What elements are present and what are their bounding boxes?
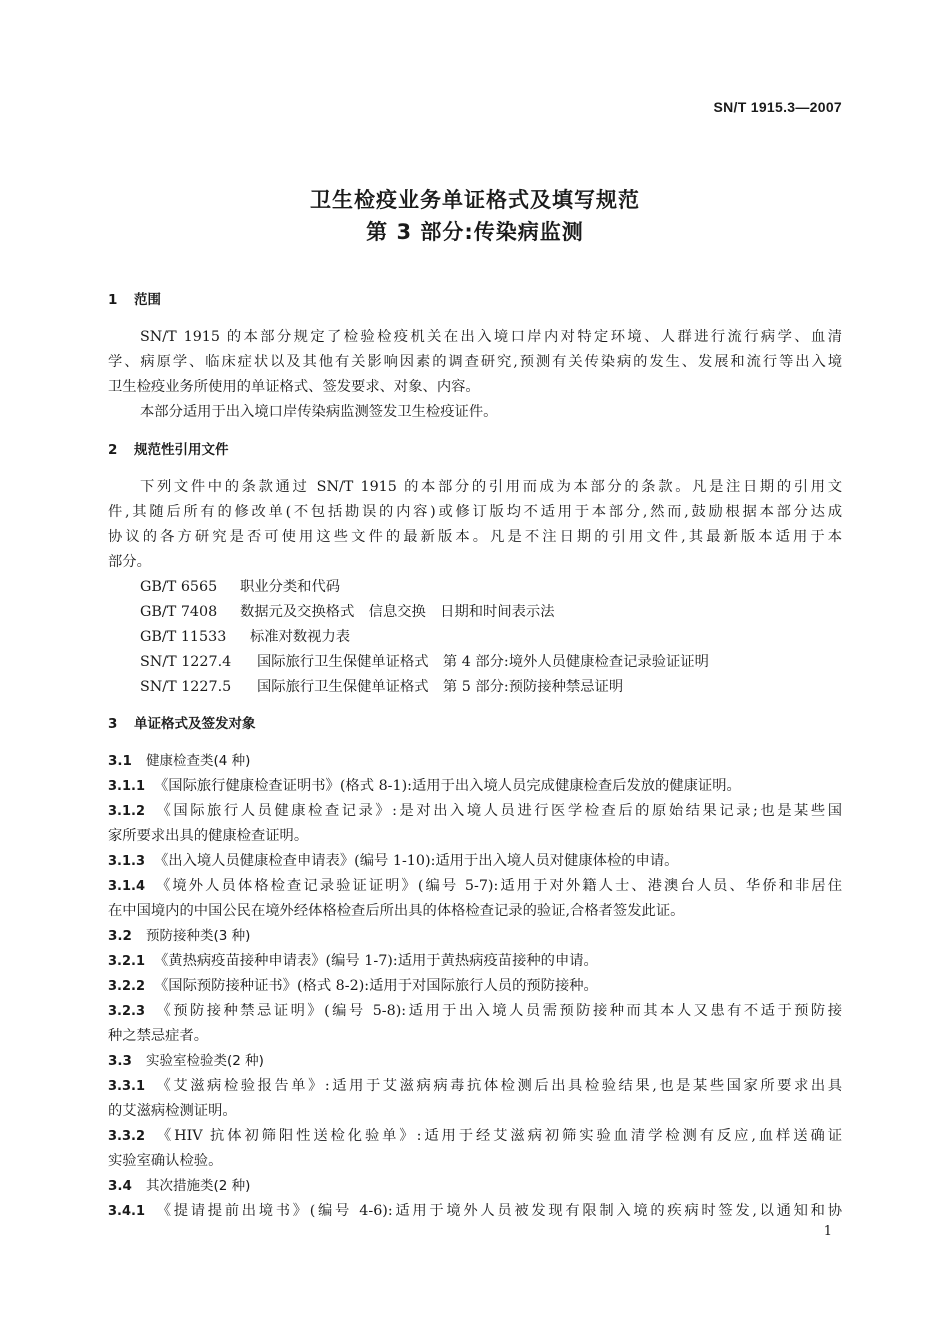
clause-number: 3.1.1 xyxy=(108,779,146,794)
paragraph-line: 卫生检疫业务所使用的单证格式、签发要求、对象、内容。 xyxy=(108,379,480,395)
clause-text: 《HIV 抗体初筛阳性送检化验单》:适用于经艾滋病初筛实验血清学检测有反应,血样送确证 xyxy=(154,1128,842,1144)
reference-code: GB/T 11533 xyxy=(140,629,227,645)
reference-title: 职业分类和代码 xyxy=(240,579,341,595)
clause-3-3-2 xyxy=(108,1126,842,1147)
section-title: 范围 xyxy=(134,292,161,308)
clause-3-3-1 xyxy=(108,1076,842,1097)
subsection-number: 3.3 xyxy=(108,1053,132,1069)
section-1-heading xyxy=(108,290,161,310)
clause-3-1-1 xyxy=(108,776,741,797)
reference-code: SN/T 1227.4 xyxy=(140,654,232,670)
reference-item xyxy=(140,602,555,622)
reference-item xyxy=(140,677,623,697)
clause-text: 《预防接种禁忌证明》(编号 5-8):适用于出入境人员需预防接种而其本人又患有不适于预防接 xyxy=(154,1003,842,1019)
reference-code: GB/T 7408 xyxy=(140,604,218,620)
clause-3-2-1 xyxy=(108,951,598,972)
reference-title: 数据元及交换格式 信息交换 日期和时间表示法 xyxy=(240,604,555,620)
subsection-number: 3.2 xyxy=(108,928,132,944)
paragraph-line: 件,其随后所有的修改单(不包括勘误的内容)或修订版均不适用于本部分,然而,鼓励根据本部分达成 xyxy=(108,504,842,520)
subsection-3-3-heading xyxy=(108,1051,264,1071)
clause-text: 《境外人员体格检查记录验证证明》(编号 5-7):适用于对外籍人士、港澳台人员、华侨和非居住 xyxy=(154,878,842,894)
section-number: 3 xyxy=(108,716,118,732)
section-title: 规范性引用文件 xyxy=(134,442,229,458)
clause-number: 3.3.2 xyxy=(108,1129,146,1144)
clause-number: 3.1.3 xyxy=(108,854,146,869)
subsection-number: 3.1 xyxy=(108,753,132,769)
reference-title: 标准对数视力表 xyxy=(250,629,351,645)
subsection-title: 其次措施类(2 种) xyxy=(146,1178,251,1194)
clause-continuation: 实验室确认检验。 xyxy=(108,1153,223,1169)
clause-3-2-2 xyxy=(108,976,598,997)
page-number: 1 xyxy=(823,1224,832,1239)
section-title: 单证格式及签发对象 xyxy=(134,716,256,732)
clause-continuation: 种之禁忌症者。 xyxy=(108,1028,209,1044)
reference-item xyxy=(140,652,709,672)
subsection-3-4-heading xyxy=(108,1176,250,1196)
clause-3-4-1 xyxy=(108,1201,842,1222)
clause-text: 《出入境人员健康检查申请表》(编号 1-10):适用于出入境人员对健康体检的申请。 xyxy=(154,853,679,869)
clause-3-1-3 xyxy=(108,851,678,872)
reference-code: SN/T 1227.5 xyxy=(140,679,232,695)
subsection-number: 3.4 xyxy=(108,1178,132,1194)
standard-code: SN/T 1915.3—2007 xyxy=(713,99,842,115)
paragraph-line: 部分。 xyxy=(108,554,151,570)
paragraph-line: 下列文件中的条款通过 SN/T 1915 的本部分的引用而成为本部分的条款。凡是注日期的引用文 xyxy=(140,479,842,495)
section-3-heading xyxy=(108,714,256,734)
clause-text: 《国际旅行健康检查证明书》(格式 8-1):适用于出入境人员完成健康检查后发放的健康证明。 xyxy=(154,778,741,794)
section-number: 1 xyxy=(108,292,118,308)
subsection-3-2-heading xyxy=(108,926,250,946)
clause-text: 《国际预防接种证书》(格式 8-2):适用于对国际旅行人员的预防接种。 xyxy=(154,978,598,994)
clause-number: 3.2.2 xyxy=(108,979,146,994)
paragraph-line: 本部分适用于出入境口岸传染病监测签发卫生检疫证件。 xyxy=(140,404,498,420)
reference-title: 国际旅行卫生保健单证格式 第 4 部分:境外人员健康检查记录验证证明 xyxy=(257,654,709,670)
clause-continuation: 家所要求出具的健康检查证明。 xyxy=(108,828,309,844)
clause-text: 《艾滋病检验报告单》:适用于艾滋病病毒抗体检测后出具检验结果,也是某些国家所要求出具 xyxy=(154,1078,842,1094)
clause-text: 《提请提前出境书》(编号 4-6):适用于境外人员被发现有限制入境的疾病时签发,以通知和协 xyxy=(154,1203,842,1219)
clause-number: 3.4.1 xyxy=(108,1204,146,1219)
clause-3-1-4 xyxy=(108,876,842,897)
subsection-title: 实验室检验类(2 种) xyxy=(146,1053,264,1069)
reference-item xyxy=(140,577,340,597)
paragraph-line: 协议的各方研究是否可使用这些文件的最新版本。凡是不注日期的引用文件,其最新版本适用于本 xyxy=(108,529,842,545)
reference-code: GB/T 6565 xyxy=(140,579,218,595)
clause-3-1-2 xyxy=(108,801,842,822)
clause-text: 《国际旅行人员健康检查记录》:是对出入境人员进行医学检查后的原始结果记录;也是某些国 xyxy=(154,803,842,819)
document-subtitle: 第 3 部分:传染病监测 xyxy=(366,220,584,244)
subsection-title: 预防接种类(3 种) xyxy=(146,928,251,944)
clause-3-2-3 xyxy=(108,1001,842,1022)
reference-title: 国际旅行卫生保健单证格式 第 5 部分:预防接种禁忌证明 xyxy=(257,679,624,695)
paragraph-line: 学、病原学、临床症状以及其他有关影响因素的调查研究,预测有关传染病的发生、发展和流行等出入境 xyxy=(108,354,842,370)
section-2-heading xyxy=(108,440,229,460)
clause-number: 3.1.4 xyxy=(108,879,146,894)
clause-number: 3.2.1 xyxy=(108,954,146,969)
clause-number: 3.3.1 xyxy=(108,1079,146,1094)
reference-item xyxy=(140,627,350,647)
document-title: 卫生检疫业务单证格式及填写规范 xyxy=(310,188,640,212)
clause-continuation: 的艾滋病检测证明。 xyxy=(108,1103,237,1119)
clause-text: 《黄热病疫苗接种申请表》(编号 1-7):适用于黄热病疫苗接种的申请。 xyxy=(154,953,598,969)
clause-continuation: 在中国境内的中国公民在境外经体格检查后所出具的体格检查记录的验证,合格者签发此证。 xyxy=(108,903,685,919)
section-number: 2 xyxy=(108,442,118,458)
clause-number: 3.2.3 xyxy=(108,1004,146,1019)
paragraph-line: SN/T 1915 的本部分规定了检验检疫机关在出入境口岸内对特定环境、人群进行流行病学、血清 xyxy=(140,329,842,345)
subsection-title: 健康检查类(4 种) xyxy=(146,753,251,769)
clause-number: 3.1.2 xyxy=(108,804,146,819)
subsection-3-1-heading xyxy=(108,751,250,771)
